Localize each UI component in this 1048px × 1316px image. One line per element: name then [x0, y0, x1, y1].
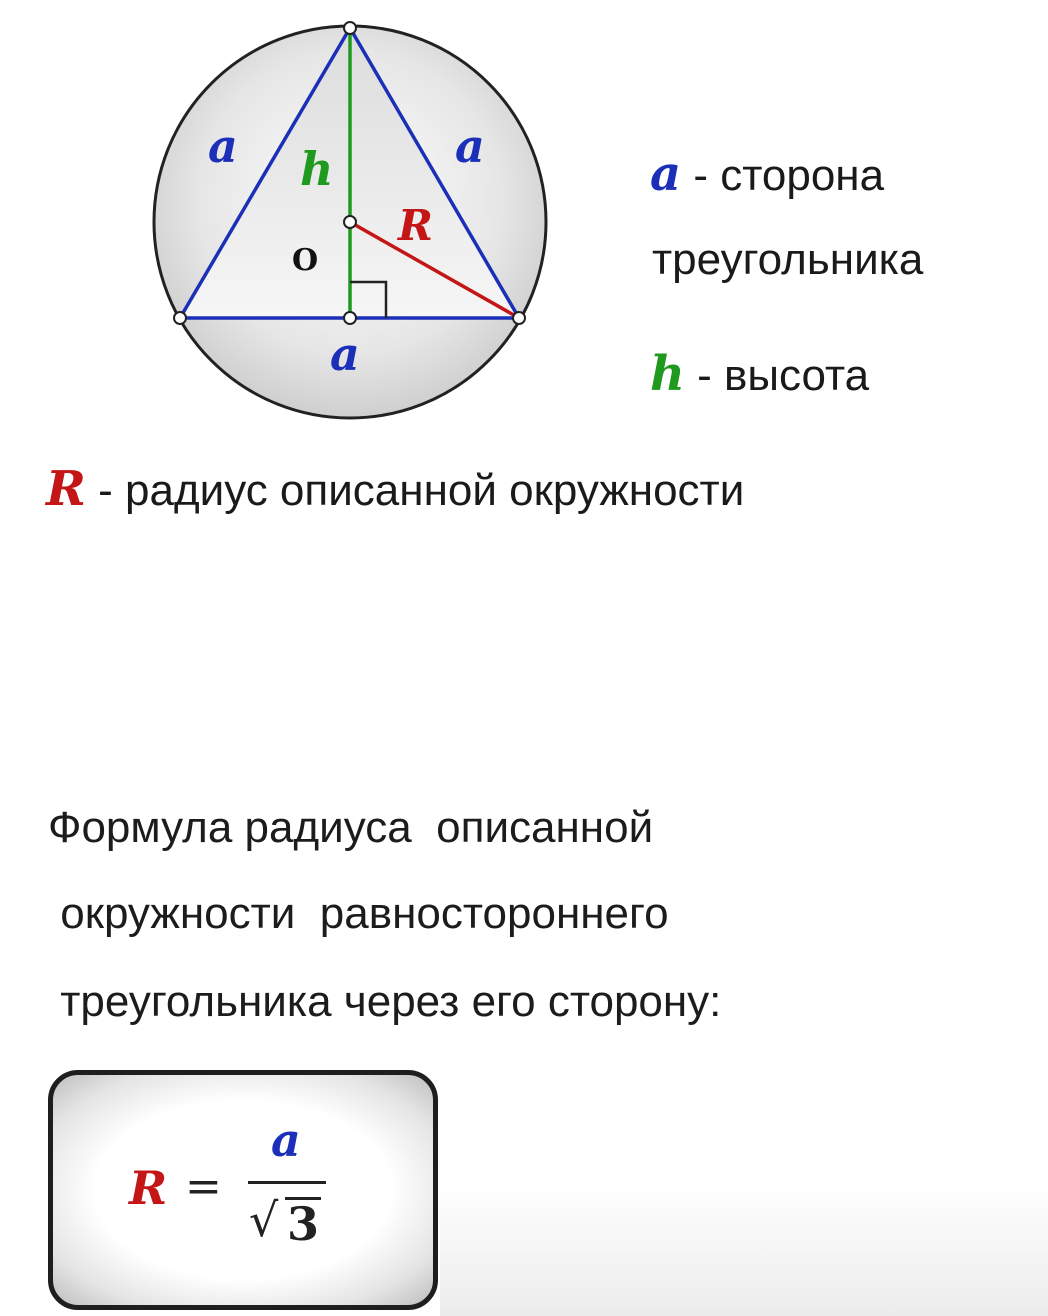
height-label: h [300, 142, 334, 196]
side-label-bottom: a [330, 327, 360, 381]
description-line-1: Формула радиуса описанной [48, 803, 654, 852]
center-dot [344, 216, 356, 228]
height-symbol: h [650, 346, 685, 402]
side-description-continued: треугольника [652, 235, 924, 284]
vertex-left-dot [174, 312, 186, 324]
vertex-top-dot [344, 22, 356, 34]
side-label-left: a [208, 119, 238, 173]
description-line-2: окружности равностороннего [48, 889, 669, 938]
vertex-right-dot [513, 312, 525, 324]
legend-side-continued [652, 235, 924, 284]
formula-lhs: R [129, 1161, 168, 1215]
legend-side [650, 146, 885, 202]
side-label-right: a [455, 119, 485, 173]
center-label: O [292, 243, 319, 278]
formula-equals: = [185, 1161, 222, 1212]
formula-radical: √ [249, 1193, 279, 1247]
legend-radius [46, 461, 745, 517]
formula-box [48, 1070, 438, 1310]
side-description: - сторона [693, 151, 885, 200]
description-line-3: треугольника через его сторону: [48, 977, 722, 1026]
side-symbol: a [650, 146, 682, 202]
fraction-bar [248, 1181, 326, 1184]
bottom-shade [440, 1180, 1048, 1316]
radius-label: R [398, 201, 433, 250]
formula-radicand: 3 [287, 1197, 320, 1251]
radius-symbol: R [46, 461, 86, 517]
triangle-circle-diagram [0, 0, 600, 440]
height-description: - высота [697, 351, 870, 400]
foot-dot [344, 312, 356, 324]
formula-numerator: a [271, 1113, 301, 1167]
legend-height [650, 346, 870, 402]
radius-description: - радиус описанной окружности [98, 466, 745, 515]
